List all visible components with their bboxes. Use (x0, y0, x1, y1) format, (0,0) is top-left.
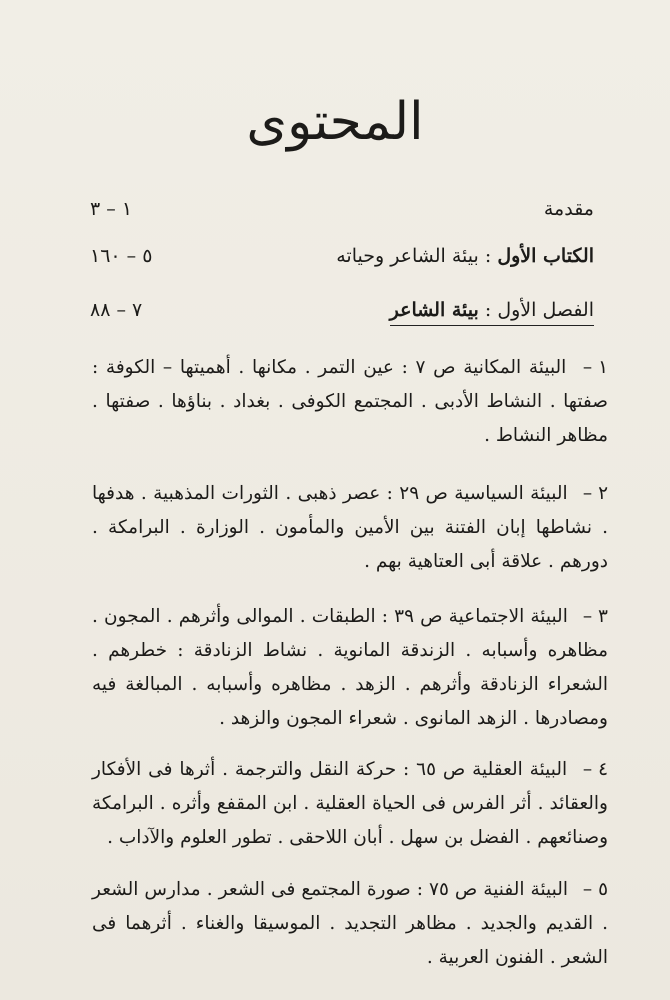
toc-chapter1-label: الفصل الأول (497, 299, 594, 321)
toc-chapter1-separator: : (484, 299, 492, 321)
toc-book1-subtitle: بيئة الشاعر وحياته (336, 245, 479, 267)
toc-entry-5 (92, 873, 608, 975)
toc-row-book1 (90, 243, 594, 269)
toc-intro-label: مقدمة (543, 198, 594, 220)
toc-entry-4 (92, 753, 608, 855)
toc-chapter1-heading (390, 297, 594, 326)
toc-chapter1-subtitle: بيئة الشاعر (389, 299, 479, 321)
toc-chapter1-pages: ٧ – ٨٨ (90, 299, 143, 321)
entry-number: ٣ – (582, 606, 608, 627)
toc-book1-heading (336, 243, 594, 269)
entry-text: البيئة الفنية ص ٧٥ : صورة المجتمع فى الشعر . مدارس الشعر . القديم والجديد . مظاهر التجديد . الموسيقا والغناء . أثرهما فى الشعر . الفنون العربية . (92, 879, 608, 968)
entry-number: ٢ – (582, 483, 608, 504)
toc-entry-3 (92, 600, 608, 736)
toc-book1-separator: : (484, 245, 492, 267)
toc-book1-label: الكتاب الأول (497, 245, 594, 267)
entry-number: ٤ – (582, 759, 608, 780)
entry-text: البيئة العقلية ص ٦٥ : حركة النقل والترجمة . أثرها فى الأفكار والعقائد . أثر الفرس فى الحياة العقلية . ابن المقفع وأثره . البرامكة وصنائعهم . الفضل بن سهل . أبان اللاحقى . تطور العلوم والآداب . (92, 759, 608, 848)
toc-row-intro (90, 196, 594, 222)
toc-entry-2 (92, 477, 608, 579)
entry-text: البيئة الاجتماعية ص ٣٩ : الطبقات . الموالى وأثرهم . المجون . مظاهره وأسبابه . الزندقة المانوية . نشاط الزنادقة : خطرهم . الشعراء الزنادقة وأثرهم . الزهد . مظاهره وأسبابه . المبالغة فيه ومصادرها . الزهد المانوى . شعراء المجون والزهد . (92, 606, 608, 729)
page-title: المحتوى (246, 92, 424, 152)
entry-text: البيئة السياسية ص ٢٩ : عصر ذهبى . الثورات المذهبية . هدفها . نشاطها إبان الفتنة بين الأمين والمأمون . الوزارة . البرامكة . دورهم . علاقة أبى العتاهية بهم . (92, 483, 608, 572)
toc-row-chapter1 (90, 297, 594, 326)
entry-text: البيئة المكانية ص ٧ : عين التمر . مكانها . أهميتها – الكوفة : صفتها . النشاط الأدبى . المجتمع الكوفى . بغداد . بناؤها . صفتها . مظاهر النشاط . (92, 357, 608, 446)
entry-number: ٥ – (582, 879, 608, 900)
entry-number: ١ – (582, 357, 608, 378)
toc-intro-pages: ١ – ٣ (90, 198, 133, 220)
toc-book1-pages: ٥ – ١٦٠ (90, 245, 153, 267)
toc-entry-1 (92, 351, 608, 453)
